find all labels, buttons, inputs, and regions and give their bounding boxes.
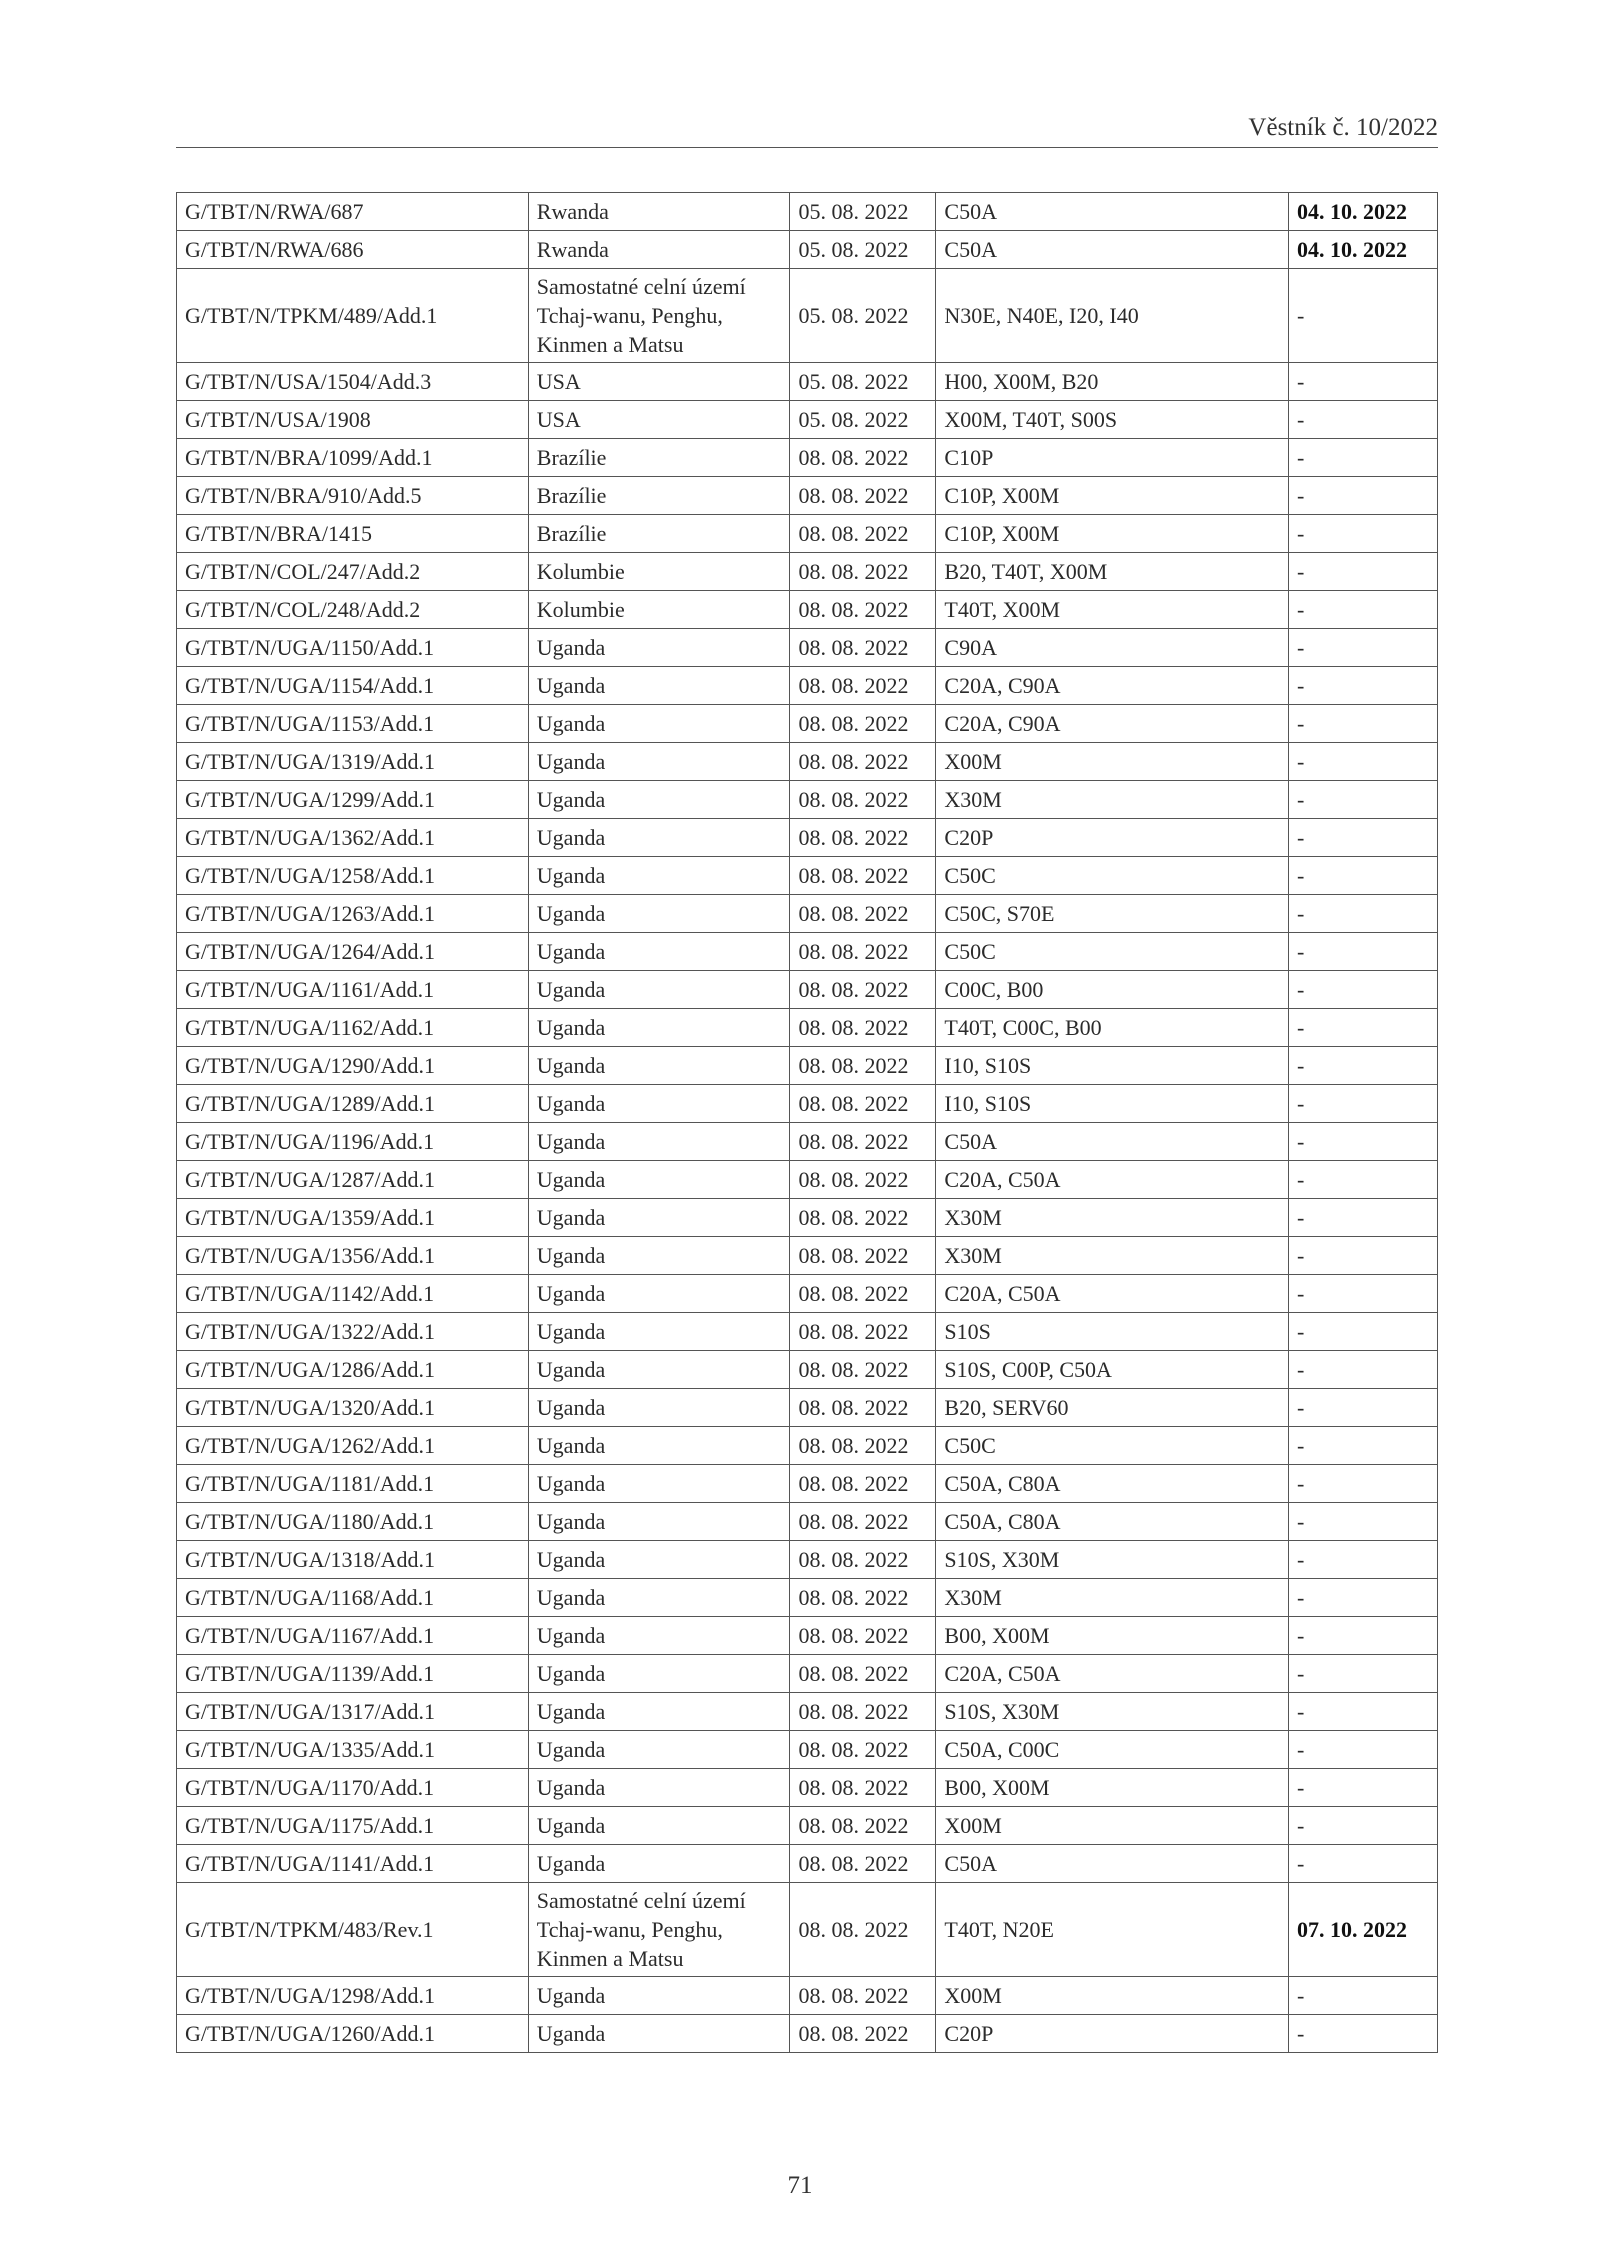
table-row: [177, 2015, 1438, 2053]
notification-date-cell: 05. 08. 2022: [790, 231, 936, 269]
comment-deadline-cell: -: [1289, 1275, 1438, 1313]
notification-date-cell: 08. 08. 2022: [790, 705, 936, 743]
ics-codes-cell: B00, X00M: [936, 1617, 1289, 1655]
comment-deadline-cell: -: [1289, 781, 1438, 819]
ics-codes-cell: X00M: [936, 1977, 1289, 2015]
ics-codes-cell: H00, X00M, B20: [936, 363, 1289, 401]
comment-deadline-cell: -: [1289, 477, 1438, 515]
table-row: [177, 1503, 1438, 1541]
table-row: [177, 1123, 1438, 1161]
ics-codes-cell: C50A, C80A: [936, 1465, 1289, 1503]
country-cell: Uganda: [528, 1123, 790, 1161]
comment-deadline-cell: -: [1289, 819, 1438, 857]
ics-codes-cell: C10P: [936, 439, 1289, 477]
notification-date-cell: 08. 08. 2022: [790, 1009, 936, 1047]
notification-date-cell: 08. 08. 2022: [790, 1769, 936, 1807]
notification-date-cell: 08. 08. 2022: [790, 781, 936, 819]
comment-deadline-cell: -: [1289, 1085, 1438, 1123]
comment-deadline-cell: -: [1289, 1655, 1438, 1693]
ics-codes-cell: C10P, X00M: [936, 515, 1289, 553]
notification-symbol-cell: G/TBT/N/COL/247/Add.2: [177, 553, 529, 591]
notification-symbol-cell: G/TBT/N/USA/1504/Add.3: [177, 363, 529, 401]
table-row: [177, 743, 1438, 781]
ics-codes-cell: C50C: [936, 1427, 1289, 1465]
ics-codes-cell: C50C, S70E: [936, 895, 1289, 933]
ics-codes-cell: B20, SERV60: [936, 1389, 1289, 1427]
comment-deadline-cell: -: [1289, 1845, 1438, 1883]
comment-deadline-cell: -: [1289, 1237, 1438, 1275]
notification-symbol-cell: G/TBT/N/UGA/1290/Add.1: [177, 1047, 529, 1085]
comment-deadline-cell: -: [1289, 857, 1438, 895]
country-cell: Rwanda: [528, 193, 790, 231]
notification-symbol-cell: G/TBT/N/UGA/1356/Add.1: [177, 1237, 529, 1275]
notification-symbol-cell: G/TBT/N/UGA/1319/Add.1: [177, 743, 529, 781]
country-cell: Uganda: [528, 971, 790, 1009]
country-cell: Uganda: [528, 1977, 790, 2015]
comment-deadline-cell: -: [1289, 743, 1438, 781]
table-row: [177, 1161, 1438, 1199]
country-cell: Uganda: [528, 1313, 790, 1351]
table-row: [177, 1047, 1438, 1085]
country-cell: Uganda: [528, 1769, 790, 1807]
country-cell: Uganda: [528, 1693, 790, 1731]
country-cell: Uganda: [528, 1047, 790, 1085]
country-cell: Uganda: [528, 1731, 790, 1769]
comment-deadline-cell: -: [1289, 629, 1438, 667]
notification-symbol-cell: G/TBT/N/UGA/1286/Add.1: [177, 1351, 529, 1389]
notification-symbol-cell: G/TBT/N/UGA/1262/Add.1: [177, 1427, 529, 1465]
ics-codes-cell: X30M: [936, 1579, 1289, 1617]
table-row: [177, 1541, 1438, 1579]
table-row: [177, 591, 1438, 629]
comment-deadline-cell: -: [1289, 1199, 1438, 1237]
ics-codes-cell: C50A: [936, 1845, 1289, 1883]
country-cell: Uganda: [528, 2015, 790, 2053]
table-row: [177, 193, 1438, 231]
ics-codes-cell: C50A: [936, 193, 1289, 231]
comment-deadline-cell: -: [1289, 1161, 1438, 1199]
table-row: [177, 971, 1438, 1009]
notification-date-cell: 08. 08. 2022: [790, 2015, 936, 2053]
country-cell: Uganda: [528, 667, 790, 705]
comment-deadline-cell: -: [1289, 439, 1438, 477]
notification-symbol-cell: G/TBT/N/UGA/1362/Add.1: [177, 819, 529, 857]
comment-deadline-cell: -: [1289, 401, 1438, 439]
ics-codes-cell: X00M, T40T, S00S: [936, 401, 1289, 439]
notification-symbol-cell: G/TBT/N/UGA/1154/Add.1: [177, 667, 529, 705]
comment-deadline-cell: -: [1289, 667, 1438, 705]
notification-symbol-cell: G/TBT/N/UGA/1320/Add.1: [177, 1389, 529, 1427]
country-cell: Uganda: [528, 895, 790, 933]
ics-codes-cell: I10, S10S: [936, 1047, 1289, 1085]
country-cell: Brazílie: [528, 439, 790, 477]
table-row: [177, 477, 1438, 515]
notification-date-cell: 08. 08. 2022: [790, 819, 936, 857]
ics-codes-cell: I10, S10S: [936, 1085, 1289, 1123]
comment-deadline-cell: 04. 10. 2022: [1289, 193, 1438, 231]
notification-symbol-cell: G/TBT/N/UGA/1142/Add.1: [177, 1275, 529, 1313]
country-cell: Uganda: [528, 743, 790, 781]
notification-symbol-cell: G/TBT/N/UGA/1322/Add.1: [177, 1313, 529, 1351]
table-row: [177, 1883, 1438, 1977]
notification-symbol-cell: G/TBT/N/UGA/1318/Add.1: [177, 1541, 529, 1579]
notification-symbol-cell: G/TBT/N/BRA/1415: [177, 515, 529, 553]
comment-deadline-cell: -: [1289, 1769, 1438, 1807]
table-row: [177, 629, 1438, 667]
comment-deadline-cell: -: [1289, 2015, 1438, 2053]
notification-symbol-cell: G/TBT/N/UGA/1287/Add.1: [177, 1161, 529, 1199]
notification-symbol-cell: G/TBT/N/UGA/1359/Add.1: [177, 1199, 529, 1237]
notification-date-cell: 08. 08. 2022: [790, 1503, 936, 1541]
ics-codes-cell: S10S: [936, 1313, 1289, 1351]
notification-date-cell: 08. 08. 2022: [790, 1731, 936, 1769]
ics-codes-cell: X00M: [936, 1807, 1289, 1845]
ics-codes-cell: X30M: [936, 781, 1289, 819]
table-row: [177, 1977, 1438, 2015]
table-row: [177, 1085, 1438, 1123]
table-row: [177, 1009, 1438, 1047]
notification-symbol-cell: G/TBT/N/BRA/1099/Add.1: [177, 439, 529, 477]
notification-symbol-cell: G/TBT/N/UGA/1162/Add.1: [177, 1009, 529, 1047]
notification-date-cell: 08. 08. 2022: [790, 1883, 936, 1977]
notification-date-cell: 08. 08. 2022: [790, 553, 936, 591]
notification-date-cell: 08. 08. 2022: [790, 1845, 936, 1883]
notification-date-cell: 08. 08. 2022: [790, 515, 936, 553]
country-cell: Uganda: [528, 1161, 790, 1199]
notification-symbol-cell: G/TBT/N/UGA/1150/Add.1: [177, 629, 529, 667]
ics-codes-cell: C20A, C90A: [936, 667, 1289, 705]
comment-deadline-cell: -: [1289, 971, 1438, 1009]
notification-date-cell: 08. 08. 2022: [790, 895, 936, 933]
table-row: [177, 1731, 1438, 1769]
country-cell: Brazílie: [528, 515, 790, 553]
table-row: [177, 1845, 1438, 1883]
table-row: [177, 1275, 1438, 1313]
notification-symbol-cell: G/TBT/N/UGA/1170/Add.1: [177, 1769, 529, 1807]
ics-codes-cell: S10S, C00P, C50A: [936, 1351, 1289, 1389]
country-cell: Uganda: [528, 1503, 790, 1541]
page-header: [176, 112, 1438, 148]
notification-date-cell: 08. 08. 2022: [790, 1541, 936, 1579]
notification-date-cell: 08. 08. 2022: [790, 1693, 936, 1731]
notification-symbol-cell: G/TBT/N/UGA/1180/Add.1: [177, 1503, 529, 1541]
comment-deadline-cell: 07. 10. 2022: [1289, 1883, 1438, 1977]
notification-date-cell: 08. 08. 2022: [790, 1807, 936, 1845]
table-row: [177, 1617, 1438, 1655]
comment-deadline-cell: -: [1289, 591, 1438, 629]
ics-codes-cell: C50A: [936, 231, 1289, 269]
country-cell: Kolumbie: [528, 591, 790, 629]
table-row: [177, 1237, 1438, 1275]
ics-codes-cell: C90A: [936, 629, 1289, 667]
country-cell: Uganda: [528, 629, 790, 667]
ics-codes-cell: C00C, B00: [936, 971, 1289, 1009]
table-row: [177, 553, 1438, 591]
country-cell: Uganda: [528, 1541, 790, 1579]
ics-codes-cell: N30E, N40E, I20, I40: [936, 269, 1289, 363]
ics-codes-cell: S10S, X30M: [936, 1693, 1289, 1731]
table-row: [177, 819, 1438, 857]
country-cell: Uganda: [528, 1807, 790, 1845]
notification-date-cell: 08. 08. 2022: [790, 971, 936, 1009]
notification-symbol-cell: G/TBT/N/UGA/1260/Add.1: [177, 2015, 529, 2053]
ics-codes-cell: C20P: [936, 819, 1289, 857]
table-row: [177, 231, 1438, 269]
country-cell: Uganda: [528, 1389, 790, 1427]
notification-date-cell: 08. 08. 2022: [790, 1389, 936, 1427]
notification-symbol-cell: G/TBT/N/BRA/910/Add.5: [177, 477, 529, 515]
notification-symbol-cell: G/TBT/N/UGA/1153/Add.1: [177, 705, 529, 743]
ics-codes-cell: T40T, C00C, B00: [936, 1009, 1289, 1047]
table-row: [177, 1427, 1438, 1465]
comment-deadline-cell: -: [1289, 1009, 1438, 1047]
notification-symbol-cell: G/TBT/N/UGA/1289/Add.1: [177, 1085, 529, 1123]
ics-codes-cell: X30M: [936, 1237, 1289, 1275]
country-cell: Uganda: [528, 1351, 790, 1389]
table-row: [177, 895, 1438, 933]
country-cell: Uganda: [528, 1427, 790, 1465]
notification-date-cell: 05. 08. 2022: [790, 269, 936, 363]
table-row: [177, 363, 1438, 401]
notification-date-cell: 08. 08. 2022: [790, 591, 936, 629]
ics-codes-cell: X00M: [936, 743, 1289, 781]
ics-codes-cell: T40T, X00M: [936, 591, 1289, 629]
ics-codes-cell: B00, X00M: [936, 1769, 1289, 1807]
country-cell: Uganda: [528, 1845, 790, 1883]
notification-symbol-cell: G/TBT/N/RWA/687: [177, 193, 529, 231]
notification-symbol-cell: G/TBT/N/UGA/1264/Add.1: [177, 933, 529, 971]
comment-deadline-cell: -: [1289, 1351, 1438, 1389]
country-cell: Uganda: [528, 1009, 790, 1047]
notification-symbol-cell: G/TBT/N/UGA/1196/Add.1: [177, 1123, 529, 1161]
ics-codes-cell: C20A, C50A: [936, 1275, 1289, 1313]
table-row: [177, 857, 1438, 895]
notification-symbol-cell: G/TBT/N/UGA/1181/Add.1: [177, 1465, 529, 1503]
comment-deadline-cell: -: [1289, 269, 1438, 363]
notification-symbol-cell: G/TBT/N/UGA/1141/Add.1: [177, 1845, 529, 1883]
notification-symbol-cell: G/TBT/N/UGA/1299/Add.1: [177, 781, 529, 819]
table-row: [177, 933, 1438, 971]
comment-deadline-cell: -: [1289, 515, 1438, 553]
table-row: [177, 439, 1438, 477]
comment-deadline-cell: -: [1289, 895, 1438, 933]
notification-date-cell: 08. 08. 2022: [790, 1465, 936, 1503]
table-row: [177, 515, 1438, 553]
comment-deadline-cell: -: [1289, 1465, 1438, 1503]
comment-deadline-cell: -: [1289, 933, 1438, 971]
notification-symbol-cell: G/TBT/N/UGA/1298/Add.1: [177, 1977, 529, 2015]
notification-date-cell: 08. 08. 2022: [790, 1313, 936, 1351]
table-row: [177, 1693, 1438, 1731]
comment-deadline-cell: -: [1289, 705, 1438, 743]
ics-codes-cell: C50A, C00C: [936, 1731, 1289, 1769]
comment-deadline-cell: -: [1289, 1389, 1438, 1427]
country-cell: Uganda: [528, 1579, 790, 1617]
notification-date-cell: 08. 08. 2022: [790, 1427, 936, 1465]
notification-symbol-cell: G/TBT/N/UGA/1139/Add.1: [177, 1655, 529, 1693]
ics-codes-cell: C20P: [936, 2015, 1289, 2053]
notification-date-cell: 08. 08. 2022: [790, 1123, 936, 1161]
country-cell: Uganda: [528, 705, 790, 743]
table-row: [177, 269, 1438, 363]
ics-codes-cell: C10P, X00M: [936, 477, 1289, 515]
notification-symbol-cell: G/TBT/N/UGA/1335/Add.1: [177, 1731, 529, 1769]
comment-deadline-cell: -: [1289, 1617, 1438, 1655]
table-row: [177, 667, 1438, 705]
table-row: [177, 1351, 1438, 1389]
notifications-table: [176, 192, 1438, 2053]
notification-date-cell: 05. 08. 2022: [790, 363, 936, 401]
country-cell: Uganda: [528, 1085, 790, 1123]
table-row: [177, 1313, 1438, 1351]
notification-date-cell: 08. 08. 2022: [790, 439, 936, 477]
notification-symbol-cell: G/TBT/N/TPKM/489/Add.1: [177, 269, 529, 363]
comment-deadline-cell: -: [1289, 1541, 1438, 1579]
table-row: [177, 1655, 1438, 1693]
notification-date-cell: 05. 08. 2022: [790, 401, 936, 439]
ics-codes-cell: C50A: [936, 1123, 1289, 1161]
table-row: [177, 781, 1438, 819]
notification-date-cell: 08. 08. 2022: [790, 629, 936, 667]
ics-codes-cell: T40T, N20E: [936, 1883, 1289, 1977]
comment-deadline-cell: -: [1289, 1313, 1438, 1351]
notification-symbol-cell: G/TBT/N/UGA/1263/Add.1: [177, 895, 529, 933]
page-number: 71: [787, 2172, 813, 2199]
country-cell: Samostatné celní území Tchaj-wanu, Penghu, Kinmen a Matsu: [528, 269, 790, 363]
comment-deadline-cell: -: [1289, 1123, 1438, 1161]
notification-symbol-cell: G/TBT/N/UGA/1317/Add.1: [177, 1693, 529, 1731]
country-cell: Uganda: [528, 1199, 790, 1237]
table-row: [177, 705, 1438, 743]
comment-deadline-cell: -: [1289, 1503, 1438, 1541]
comment-deadline-cell: -: [1289, 1807, 1438, 1845]
country-cell: Uganda: [528, 1617, 790, 1655]
notification-date-cell: 08. 08. 2022: [790, 1161, 936, 1199]
notification-date-cell: 08. 08. 2022: [790, 1579, 936, 1617]
country-cell: Brazílie: [528, 477, 790, 515]
ics-codes-cell: C50A, C80A: [936, 1503, 1289, 1541]
notification-symbol-cell: G/TBT/N/UGA/1258/Add.1: [177, 857, 529, 895]
notification-date-cell: 08. 08. 2022: [790, 1351, 936, 1389]
table-row: [177, 1465, 1438, 1503]
ics-codes-cell: C20A, C90A: [936, 705, 1289, 743]
notification-date-cell: 08. 08. 2022: [790, 1977, 936, 2015]
country-cell: Uganda: [528, 1465, 790, 1503]
notification-date-cell: 08. 08. 2022: [790, 1237, 936, 1275]
notification-date-cell: 08. 08. 2022: [790, 477, 936, 515]
notification-symbol-cell: G/TBT/N/COL/248/Add.2: [177, 591, 529, 629]
notification-symbol-cell: G/TBT/N/RWA/686: [177, 231, 529, 269]
country-cell: Rwanda: [528, 231, 790, 269]
comment-deadline-cell: -: [1289, 1977, 1438, 2015]
notification-date-cell: 08. 08. 2022: [790, 1617, 936, 1655]
notification-date-cell: 08. 08. 2022: [790, 1655, 936, 1693]
notification-symbol-cell: G/TBT/N/UGA/1161/Add.1: [177, 971, 529, 1009]
notification-date-cell: 08. 08. 2022: [790, 1199, 936, 1237]
ics-codes-cell: C20A, C50A: [936, 1161, 1289, 1199]
country-cell: Uganda: [528, 1275, 790, 1313]
comment-deadline-cell: -: [1289, 1693, 1438, 1731]
country-cell: Kolumbie: [528, 553, 790, 591]
notification-date-cell: 08. 08. 2022: [790, 1085, 936, 1123]
notification-date-cell: 08. 08. 2022: [790, 1047, 936, 1085]
country-cell: Uganda: [528, 933, 790, 971]
comment-deadline-cell: -: [1289, 1427, 1438, 1465]
ics-codes-cell: C50C: [936, 933, 1289, 971]
notification-symbol-cell: G/TBT/N/UGA/1167/Add.1: [177, 1617, 529, 1655]
notification-symbol-cell: G/TBT/N/USA/1908: [177, 401, 529, 439]
notification-date-cell: 08. 08. 2022: [790, 933, 936, 971]
table-row: [177, 401, 1438, 439]
table-row: [177, 1769, 1438, 1807]
table-row: [177, 1807, 1438, 1845]
ics-codes-cell: C20A, C50A: [936, 1655, 1289, 1693]
country-cell: Samostatné celní území Tchaj-wanu, Penghu, Kinmen a Matsu: [528, 1883, 790, 1977]
table-row: [177, 1389, 1438, 1427]
notification-date-cell: 08. 08. 2022: [790, 667, 936, 705]
notification-symbol-cell: G/TBT/N/TPKM/483/Rev.1: [177, 1883, 529, 1977]
table-row: [177, 1199, 1438, 1237]
country-cell: Uganda: [528, 781, 790, 819]
notification-date-cell: 08. 08. 2022: [790, 1275, 936, 1313]
notification-date-cell: 05. 08. 2022: [790, 193, 936, 231]
ics-codes-cell: X30M: [936, 1199, 1289, 1237]
country-cell: Uganda: [528, 857, 790, 895]
country-cell: Uganda: [528, 1655, 790, 1693]
comment-deadline-cell: -: [1289, 1731, 1438, 1769]
bulletin-title: Věstník č. 10/2022: [1248, 114, 1438, 141]
ics-codes-cell: S10S, X30M: [936, 1541, 1289, 1579]
table-body: [177, 193, 1438, 2053]
country-cell: Uganda: [528, 1237, 790, 1275]
notification-date-cell: 08. 08. 2022: [790, 857, 936, 895]
ics-codes-cell: C50C: [936, 857, 1289, 895]
ics-codes-cell: B20, T40T, X00M: [936, 553, 1289, 591]
country-cell: USA: [528, 401, 790, 439]
notification-symbol-cell: G/TBT/N/UGA/1175/Add.1: [177, 1807, 529, 1845]
notification-symbol-cell: G/TBT/N/UGA/1168/Add.1: [177, 1579, 529, 1617]
comment-deadline-cell: -: [1289, 553, 1438, 591]
table-row: [177, 1579, 1438, 1617]
notification-date-cell: 08. 08. 2022: [790, 743, 936, 781]
country-cell: Uganda: [528, 819, 790, 857]
comment-deadline-cell: 04. 10. 2022: [1289, 231, 1438, 269]
comment-deadline-cell: -: [1289, 1047, 1438, 1085]
country-cell: USA: [528, 363, 790, 401]
comment-deadline-cell: -: [1289, 1579, 1438, 1617]
comment-deadline-cell: -: [1289, 363, 1438, 401]
